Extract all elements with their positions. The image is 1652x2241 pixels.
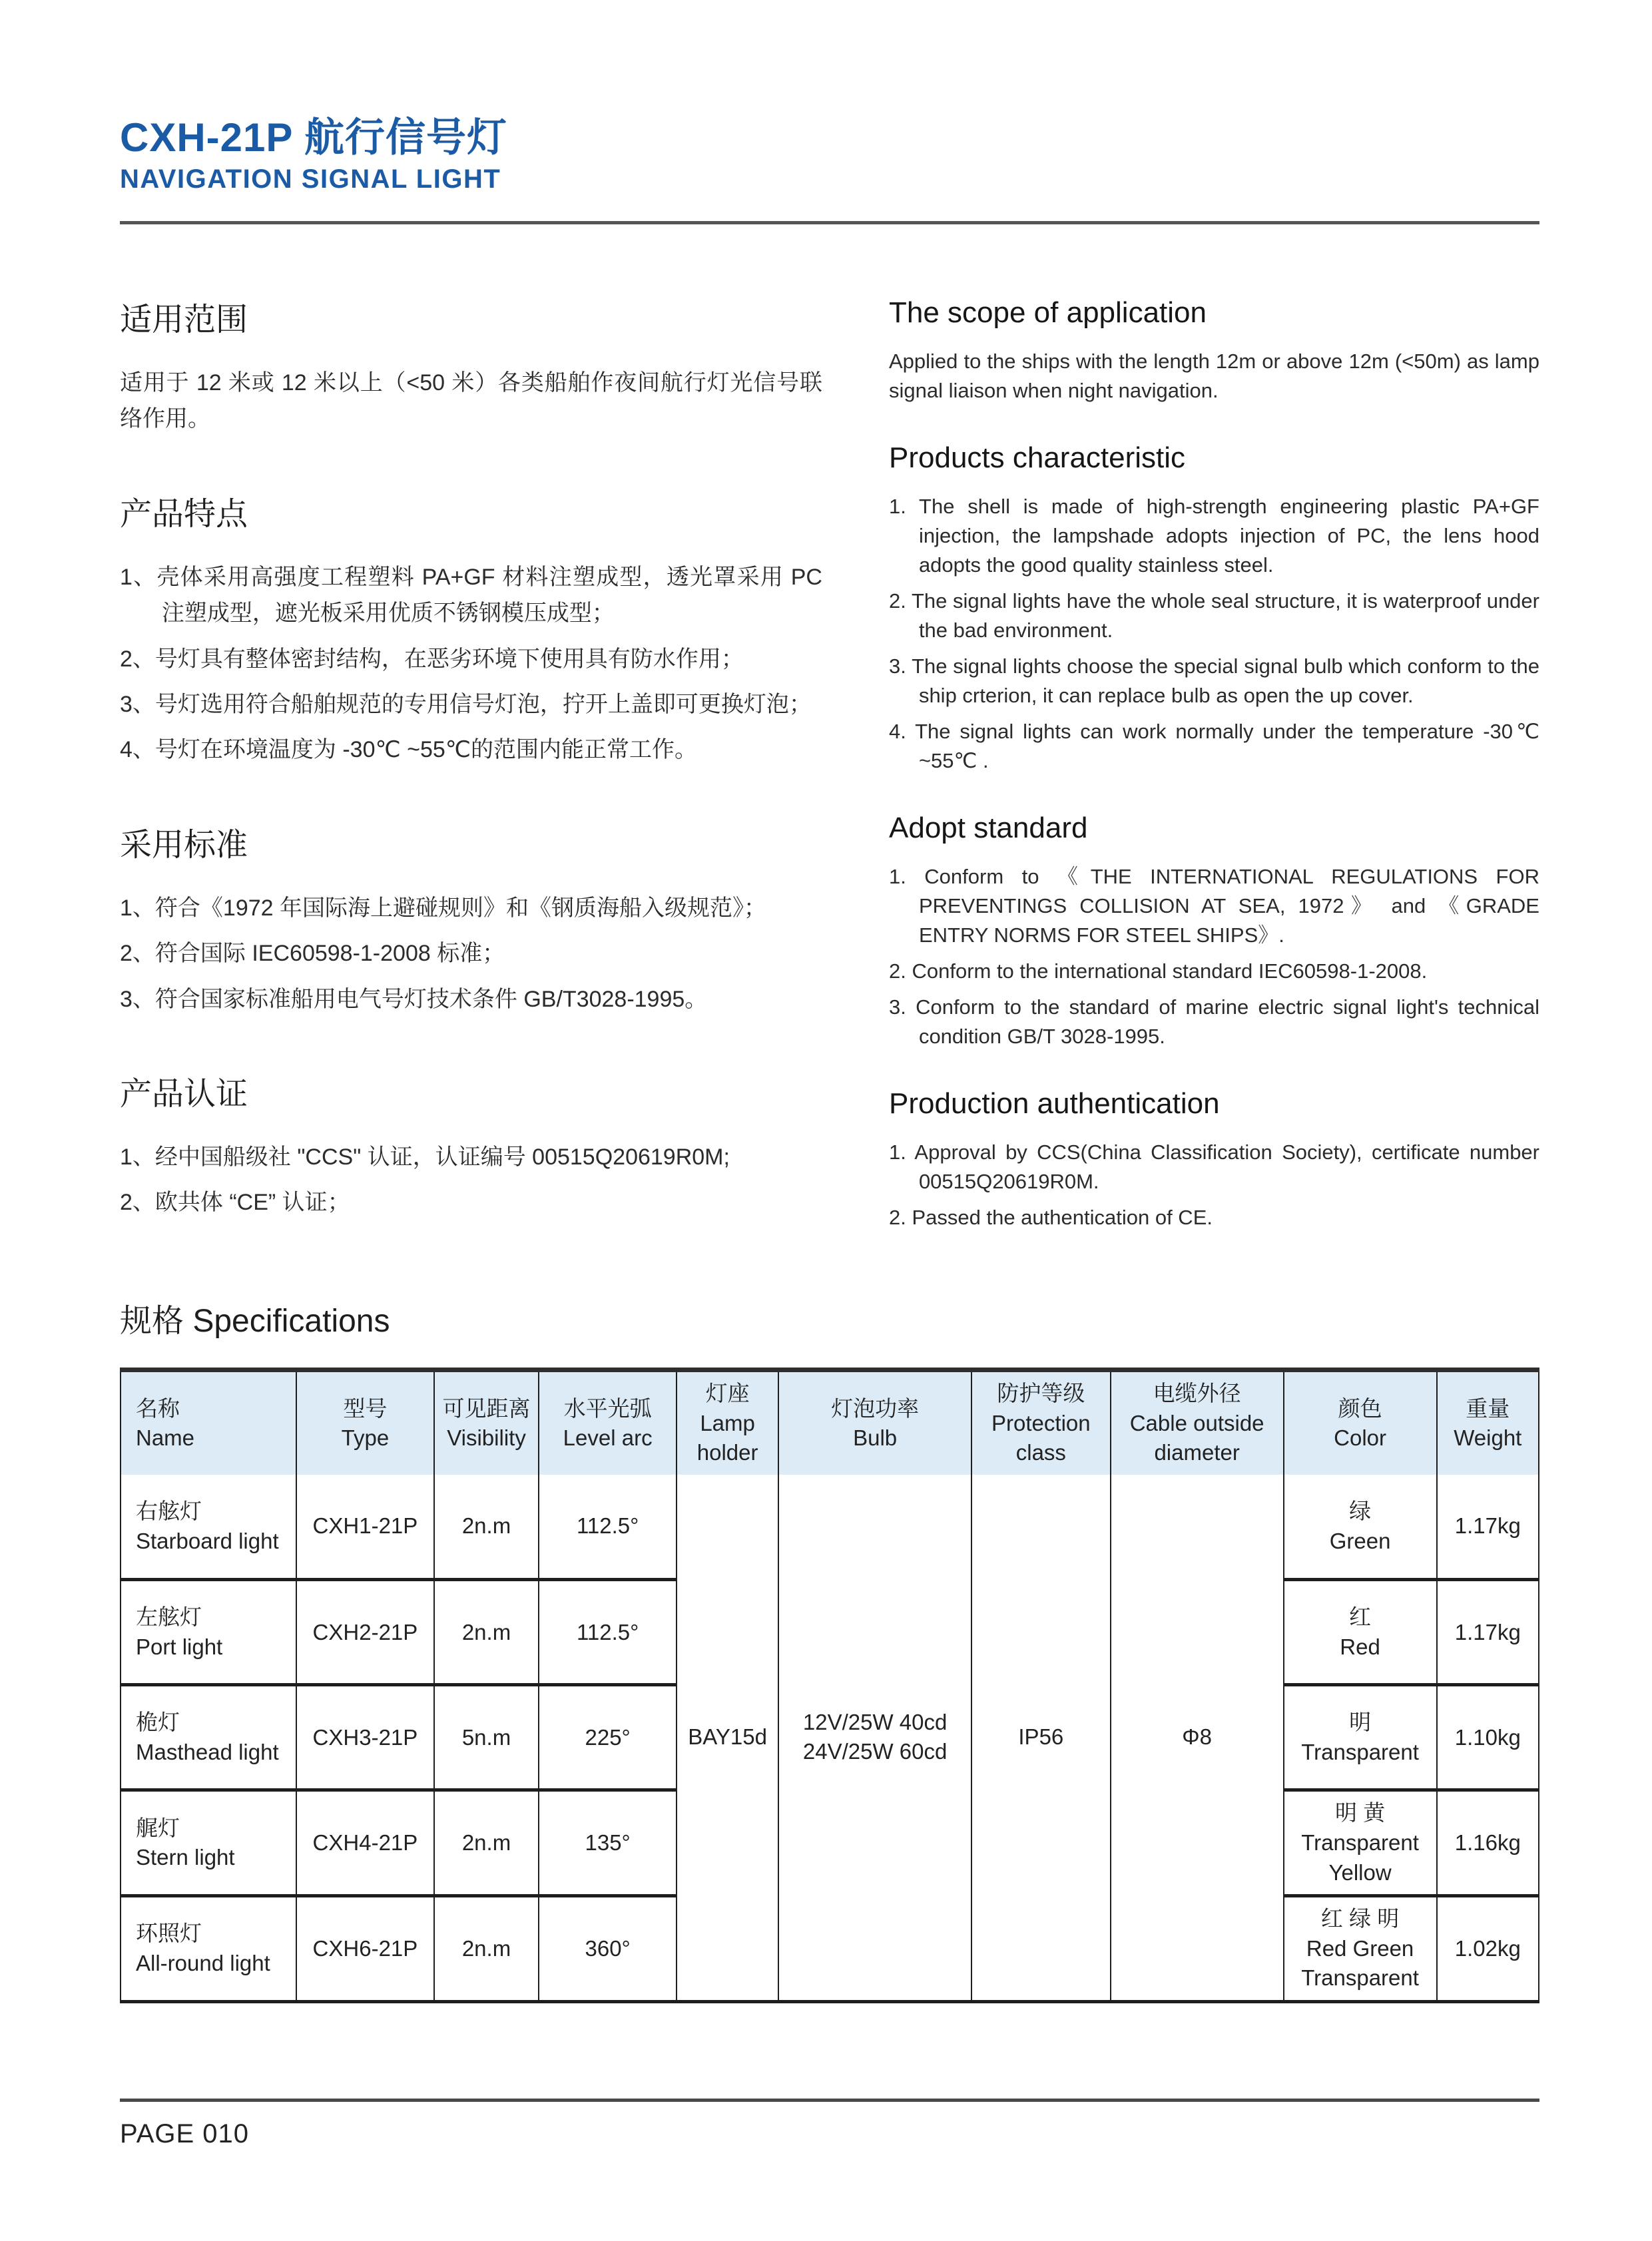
section-heading-certification-cn: 产品认证 [120,1076,248,1112]
section-heading-scope-en: The scope of application [889,296,1207,329]
cell-weight: 1.16kg [1437,1790,1539,1896]
cell-color: 绿 Green [1284,1475,1437,1580]
cell-protection-class: IP56 [971,1475,1111,2001]
cell-level-arc: 360° [539,1896,677,2002]
cell-color: 红 绿 明 Red Green Transparent [1284,1896,1437,2002]
list-item: 2、欧共体 “CE” 认证； [120,1190,350,1216]
cell-name: 环照灯 All-round light [121,1896,296,2002]
list-item: 1. Approval by CCS(China Classification Society), certificate number 00515Q20619R0M. [889,1140,1539,1194]
cell-name: 左舷灯 Port light [121,1580,296,1685]
list-item: 2、号灯具有整体密封结构，在恶劣环境下使用具有防水作用； [120,646,744,672]
col-header-protection-class: 防护等级 Protection class [971,1370,1111,1475]
table-header-row [121,1370,1539,1475]
cell-name: 艉灯 Stern light [121,1790,296,1896]
cell-type: CXH1-21P [296,1475,434,1580]
cell-weight: 1.17kg [1437,1475,1539,1580]
scope-paragraph-cn: 适用于 12 米或 12 米以上（<50 米）各类船舶作夜间航行灯光信号联络作用。 [120,370,822,432]
cell-level-arc: 112.5° [539,1580,677,1685]
cell-weight: 1.17kg [1437,1580,1539,1685]
col-header-type: 型号 Type [296,1370,434,1475]
scope-paragraph-en: Applied to the ships with the length 12m or above 12m (<50m) as lamp signal liaison when night navigation. [889,350,1539,403]
footer-divider [120,2099,1539,2102]
list-item: 3、号灯选用符合船舶规范的专用信号灯泡，拧开上盖即可更换灯泡； [120,691,812,717]
cell-color: 红 Red [1284,1580,1437,1685]
col-header-name: 名称 Name [121,1370,296,1475]
cell-level-arc: 225° [539,1685,677,1790]
col-header-cable-diameter: 电缆外径 Cable outside diameter [1111,1370,1284,1475]
cell-visibility: 2n.m [434,1475,539,1580]
list-item: 2. The signal lights have the whole seal structure, it is waterproof under the bad environment. [889,589,1539,642]
cell-name: 桅灯 Masthead light [121,1685,296,1790]
cell-color: 明 Transparent [1284,1685,1437,1790]
col-header-bulb: 灯泡功率 Bulb [778,1370,971,1475]
table-row [121,1475,1539,1580]
english-column [889,294,1539,1239]
section-heading-features-en: Products characteristic [889,441,1186,475]
cell-visibility: 5n.m [434,1685,539,1790]
list-item: 4、号灯在环境温度为 -30℃ ~55℃的范围内能正常工作。 [120,737,697,763]
list-item: 4. The signal lights can work normally under the temperature -30℃ ~55℃ . [889,720,1539,773]
section-heading-standards-cn: 采用标准 [120,827,248,863]
section-heading-scope-cn: 适用范围 [120,302,248,338]
page-header [120,115,1539,224]
cell-visibility: 2n.m [434,1580,539,1685]
page-subtitle: NAVIGATION SIGNAL LIGHT [120,164,501,194]
list-item: 2. Conform to the international standard IEC60598-1-2008. [889,959,1428,983]
col-header-lamp-holder: 灯座 Lamp holder [677,1370,778,1475]
cell-lamp-holder: BAY15d [677,1475,778,2001]
cell-bulb: 12V/25W 40cd 24V/25W 60cd [778,1475,971,2001]
cell-level-arc: 112.5° [539,1475,677,1580]
cell-type: CXH4-21P [296,1790,434,1896]
page-footer [120,2099,1539,2149]
cell-name: 右舷灯 Starboard light [121,1475,296,1580]
specifications-table [120,1368,1539,2003]
cell-color: 明 黄 Transparent Yellow [1284,1790,1437,1896]
section-heading-features-cn: 产品特点 [120,496,248,532]
list-item: 1. The shell is made of high-strength engineering plastic PA+GF injection, the lampshade adopts injection of PC, the lens hood adopts the good quality stainless steel. [889,495,1539,577]
section-heading-certification-en: Production authentication [889,1087,1220,1120]
cell-visibility: 2n.m [434,1790,539,1896]
section-heading-standards-en: Adopt standard [889,812,1088,845]
col-header-level-arc: 水平光弧 Level arc [539,1370,677,1475]
col-header-visibility: 可见距离 Visibility [434,1370,539,1475]
cell-visibility: 2n.m [434,1896,539,2002]
body-columns [120,294,1539,1239]
col-header-color: 颜色 Color [1284,1370,1437,1475]
list-item: 3. Conform to the standard of marine electric signal light's technical condition GB/T 3028-1995. [889,995,1539,1049]
list-item: 1、经中国船级社 "CCS" 认证，认证编号 00515Q20619R0M; [120,1144,730,1170]
page-title: CXH-21P 航行信号灯 [120,115,508,160]
chinese-column [120,294,822,1239]
list-item: 1、符合《1972 年国际海上避碰规则》和《钢质海船入级规范》； [120,895,766,921]
list-item: 3. The signal lights choose the special signal bulb which conform to the ship crterion, it can replace bulb as open the up cover. [889,654,1539,708]
header-divider [120,221,1539,224]
cell-type: CXH2-21P [296,1580,434,1685]
cell-weight: 1.10kg [1437,1685,1539,1790]
page-number: PAGE 010 [120,2119,250,2148]
cell-weight: 1.02kg [1437,1896,1539,2002]
list-item: 1、壳体采用高强度工程塑料 PA+GF 材料注塑成型，透光罩采用 PC 注塑成型，遮光板采用优质不锈钢模压成型； [120,564,822,626]
list-item: 3、符合国家标准船用电气号灯技术条件 GB/T3028-1995。 [120,986,708,1012]
cell-level-arc: 135° [539,1790,677,1896]
col-header-weight: 重量 Weight [1437,1370,1539,1475]
cell-type: CXH3-21P [296,1685,434,1790]
specifications-heading: 规格 Specifications [120,1304,390,1340]
list-item: 1. Conform to 《THE INTERNATIONAL REGULATIONS FOR PREVENTINGS COLLISION AT SEA, 1972》 and 《GRADE ENTRY NORMS FOR STEEL SHIPS》. [889,865,1539,947]
list-item: 2、符合国际 IEC60598-1-2008 标准； [120,941,505,967]
cell-type: CXH6-21P [296,1896,434,2002]
cell-cable-diameter: Φ8 [1111,1475,1284,2001]
list-item: 2. Passed the authentication of CE. [889,1206,1213,1230]
